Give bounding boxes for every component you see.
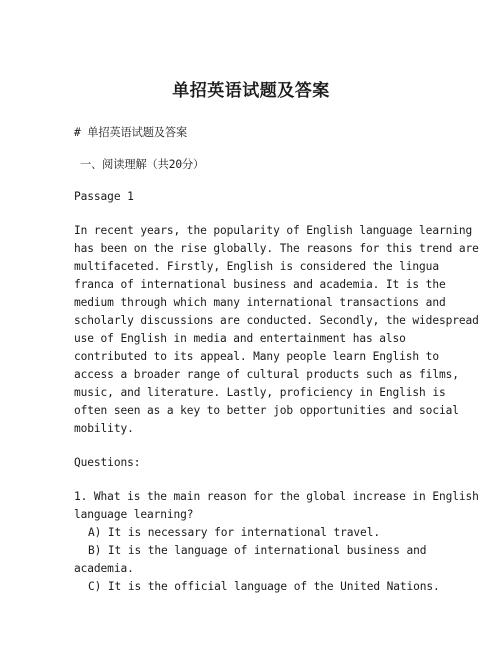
answer-option-b-continued: academia. [74,562,134,575]
questions-label: Questions: [74,456,141,469]
answer-option-a: A) It is necessary for international travel. [88,526,380,539]
passage-line: multifaceted. Firstly, English is considered the lingua [74,260,439,273]
passage-text [74,222,479,438]
passage-line: franca of international business and academia. It is the [74,278,446,291]
question-text-line: language learning? [74,508,194,521]
passage-line: medium through which many international transactions and [74,296,446,309]
document-body [74,124,479,596]
document-title: 单招英语试题及答案 [172,81,330,101]
answer-option-c: C) It is the official language of the United Nations. [88,580,440,593]
question-1 [74,488,479,596]
passage-line: contributed to its appeal. Many people learn English to [74,350,439,363]
passage-line: mobility. [74,422,134,435]
passage-line: In recent years, the popularity of English language learning [74,224,473,237]
answer-option-b: B) It is the language of international business and [88,544,427,557]
question-text-line: 1. What is the main reason for the global increase in English [74,490,479,503]
section-heading: 一、阅读理解（共20分） [80,158,205,171]
passage-line: music, and literature. Lastly, proficiency in English is [74,386,446,399]
passage-label: Passage 1 [74,190,134,203]
passage-line: often seen as a key to better job opportunities and social [74,404,459,417]
passage-line: access a broader range of cultural products such as films, [74,368,459,381]
passage-line: has been on the rise globally. The reasons for this trend are [74,242,479,255]
passage-line: scholarly discussions are conducted. Secondly, the widespread [74,314,479,327]
markdown-heading: # 单招英语试题及答案 [74,126,188,139]
passage-line: use of English in media and entertainment has also [74,332,406,345]
